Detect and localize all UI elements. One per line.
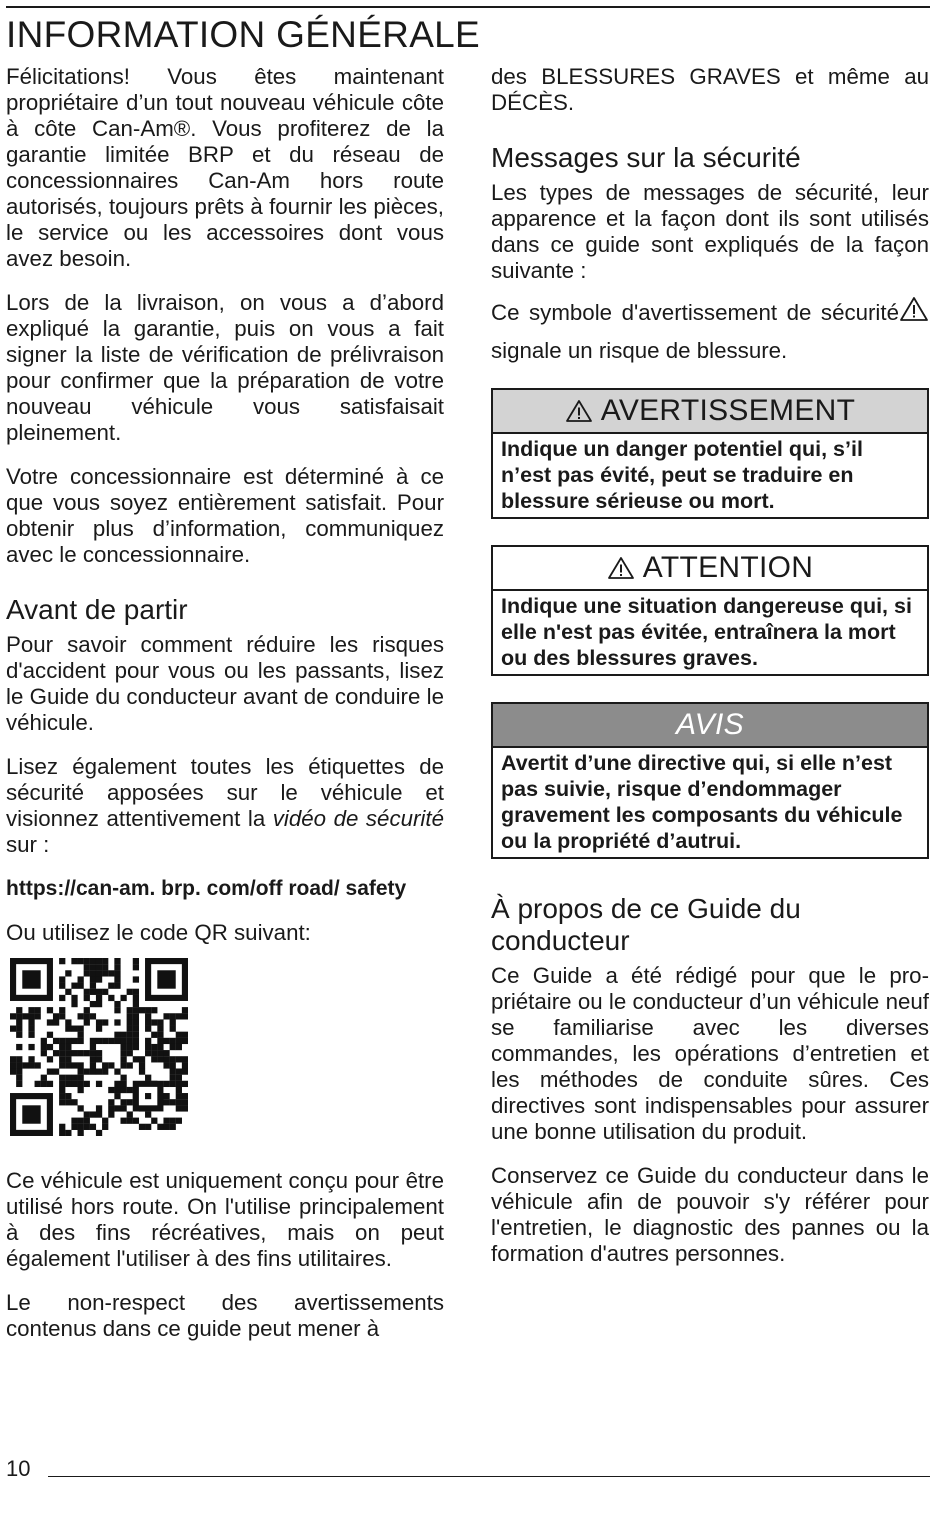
safety-video-emphasis: vidéo de sécurité — [272, 806, 444, 831]
guide-keep-paragraph: Conservez ce Guide du conducteur dans le véhicule afin de pouvoir s'y référer pour l'entretien, le diagnostic des pannes ou la formation d'autres personnes. — [491, 1163, 929, 1266]
warnings-paragraph: Le non-respect des avertissements contenus dans ce guide peut mener à — [6, 1290, 444, 1341]
section-heading-messages-securite: Messages sur la sécurité — [491, 142, 801, 173]
attention-box-header — [493, 547, 927, 591]
left-column — [6, 64, 444, 1342]
warning-triangle-icon — [899, 296, 929, 322]
attention-box-text: Indique une situation dangereuse qui, si elle n'est pas évitée, entraînera la mort ou des blessures graves. — [501, 594, 912, 670]
page-number: 10 — [6, 1456, 31, 1481]
right-column — [491, 64, 929, 1267]
footer-rule — [48, 1476, 930, 1477]
warning-triangle-icon — [607, 556, 635, 580]
warning-box-title: AVERTISSEMENT — [600, 394, 856, 427]
avis-box-title: AVIS — [676, 708, 744, 741]
page-title: INFORMATION GÉNÉRALE — [6, 14, 481, 55]
qr-code-icon[interactable] — [10, 958, 188, 1136]
avis-box-header — [493, 704, 927, 748]
dealer-paragraph: Votre concessionnaire est déterminé à ce que vous soyez entièrement satisfait. Pour obtenir plus d’information, communiquez avec le concessionnaire. — [6, 464, 444, 567]
avis-box-text: Avertit d’une directive qui, si elle n’est pas suivie, risque d’endommager gravement les composants du véhicule ou la propriété d’autrui. — [501, 751, 903, 853]
warning-box-text: Indique un danger potentiel qui, s’il n’est pas évité, peut se traduire en blessure sérieuse ou mort. — [501, 437, 863, 513]
section-heading-a-propos: À propos de ce Guide du conducteur — [491, 893, 801, 956]
continued-paragraph: des BLESSURES GRAVES et même au DÉCÈS. — [491, 64, 929, 115]
guide-reading-paragraph: Pour savoir comment réduire les risques d'accident pour vous ou les passants, lisez le Guide du conducteur avant de conduire le véhicule. — [6, 632, 444, 735]
intro-paragraph: Félicitations! Vous êtes maintenant propriétaire d’un tout nouveau véhicule côte à côte Can-Am®. Vous profiterez de la garantie limitée BRP et du réseau de concessionnaires Can-Am hors route autorisés, toujours prêts à fournir les pièces, le service ou les accessoires dont vous avez besoin. — [6, 64, 444, 271]
warning-triangle-icon — [565, 399, 593, 423]
top-rule — [6, 6, 930, 8]
messages-paragraph: Les types de messages de sécurité, leur apparence et la façon dont ils sont utilisés dans ce guide sont expliqués de la façon suivante : — [491, 180, 929, 283]
section-heading-avant-de-partir: Avant de partir — [6, 594, 188, 625]
delivery-paragraph: Lors de la livraison, on vous a d’abord expliqué la garantie, puis on vous a fait signer la liste de vérification de prélivraison pour confirmer que la préparation de votre nouveau véhicule vous satisfaisait pleinement. — [6, 290, 444, 445]
safety-url[interactable]: https://can-am. brp. com/off road/ safety — [6, 877, 407, 900]
attention-box — [491, 545, 929, 676]
guide-purpose-paragraph: Ce Guide a été rédigé pour que le propriétaire ou le conducteur d’un véhicule neuf se familiarise avec les diverses commandes, les opérations d’entretien et les méthodes de conduite sûres. Ces directives sont indispensables pour assurer une bonne utilisation du produit. — [491, 963, 929, 1144]
labels-paragraph: Lisez également toutes les étiquettes de sécurité apposées sur le véhicule et visionnez attentivement la vidéo de sécurité sur : — [6, 754, 444, 857]
symbol-paragraph: Ce symbole d'avertissement de sécurité signale un risque de blessure. — [491, 294, 929, 370]
qr-intro: Ou utilisez le code QR suivant: — [6, 920, 311, 945]
warning-box — [491, 388, 929, 519]
attention-box-title: ATTENTION — [642, 551, 814, 584]
offroad-paragraph: Ce véhicule est uniquement conçu pour être utilisé hors route. On l'utilise principalement à des fins récréatives, mais on peut également l'utiliser à des fins utilitaires. — [6, 1168, 444, 1271]
avis-box — [491, 702, 929, 859]
warning-box-header — [493, 390, 927, 434]
